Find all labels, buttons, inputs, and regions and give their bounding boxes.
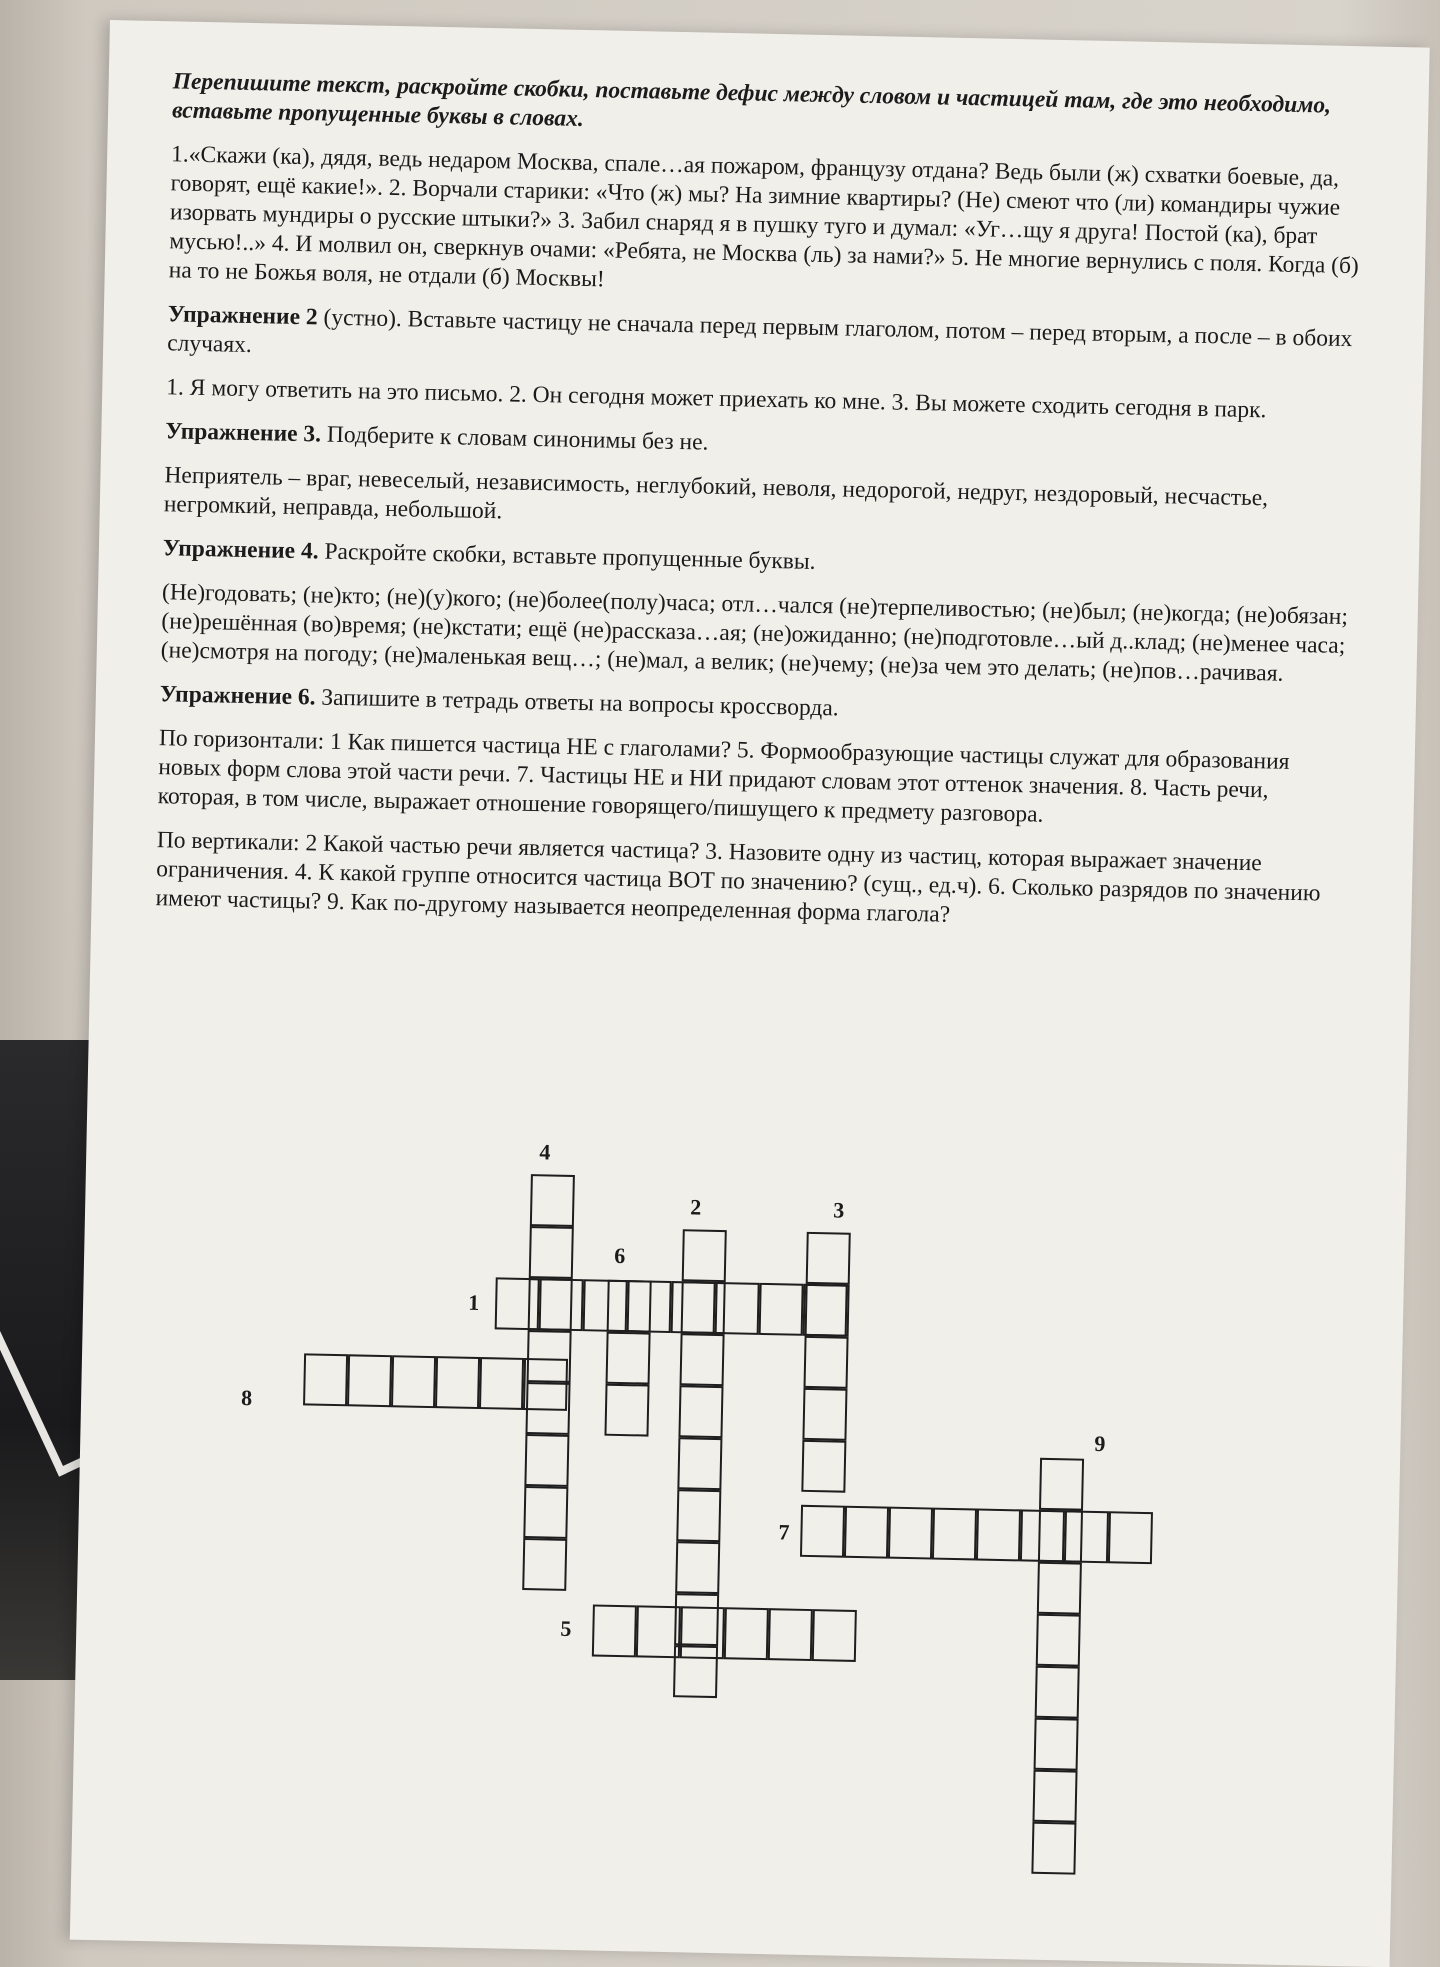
clue-number-6: 6 xyxy=(613,1242,626,1269)
exercise-6-instruction: Запишите в тетрадь ответы на вопросы кроссворда. xyxy=(315,684,839,722)
exercise-1-text: 1.«Скажи (ка), дядя, ведь недаром Москва, спале…ая пожаром, французу отдана? Ведь были (ж) схватки боевые, да, говорят, ещё какие!». 2. Ворчали старики: «Что (ж) мы? На зимние квартиры? (Не) смеют что (ли) командиры чужие изорвать мундиры о русские штыки?» 3. Забил снаряд я в пушку туго и думал: «Уг…щу я друга! Постой (ка), брат мусью!..» 4. И молвил он, сверкнув очами: «Ребята, не Москва (ль) за нами?» 5. Не многие вернулись с поля. Когда (б) на то не Божья воля, не отдали (б) Москвы! xyxy=(168,141,1360,293)
exercise-4-instruction: Раскройте скобки, вставьте пропущенные буквы. xyxy=(318,538,816,575)
word-6-cell[interactable] xyxy=(604,1384,649,1437)
word-8-cell[interactable] xyxy=(303,1353,348,1406)
word-4-cell[interactable] xyxy=(530,1174,575,1227)
word-5-cell[interactable] xyxy=(592,1604,637,1657)
word-3-cell[interactable] xyxy=(806,1232,851,1285)
word-7-cell[interactable] xyxy=(1108,1511,1153,1564)
word-3-cell[interactable] xyxy=(804,1336,849,1389)
exercise-2-title: Упражнение 2 xyxy=(167,301,318,331)
word-2-cell[interactable] xyxy=(676,1489,721,1542)
exercise-4-title: Упражнение 4. xyxy=(162,535,319,565)
clue-number-8: 8 xyxy=(240,1385,253,1411)
crossword-horizontal-clues: По горизонтали: 1 Как пишется частица НЕ с глаголами? 5. Формообразующие частицы служат для образования новых форм слова этой части речи. 7. Частицы НЕ и НИ придают словам этот оттенок значения. 8. Часть речи, которая, в том числе, выражает отношение говорящего/пишущего к предмету разговора. xyxy=(157,725,1290,828)
word-7-cell[interactable] xyxy=(800,1505,845,1558)
word-8-cell[interactable] xyxy=(523,1358,568,1411)
word-2-cell[interactable] xyxy=(675,1541,720,1594)
crossword-grid xyxy=(70,20,1430,1967)
word-1-cell[interactable] xyxy=(759,1283,804,1336)
exercise-3-text: Неприятель – враг, невеселый, независимость, неглубокий, неволя, недорогой, недруг, нездоровый, несчастье, негромкий, неправда, небольшой. xyxy=(163,462,1269,525)
word-2-cell[interactable] xyxy=(678,1385,723,1438)
word-5-cell[interactable] xyxy=(812,1609,857,1662)
clue-number-1: 1 xyxy=(467,1289,480,1316)
word-3-cell[interactable] xyxy=(802,1388,847,1441)
exercise-2-text: 1. Я могу ответить на это письмо. 2. Он сегодня может приехать ко мне. 3. Вы можете сходить сегодня в парк. xyxy=(166,374,1267,424)
clue-number-4: 4 xyxy=(539,1139,551,1165)
word-7-cell[interactable] xyxy=(888,1507,933,1560)
word-8-cell[interactable] xyxy=(479,1357,524,1410)
word-1-cell[interactable] xyxy=(715,1282,760,1335)
exercise-4-text: (Не)годовать; (не)кто; (не)(у)кого; (не)более(полу)часа; отл…чался (не)терпеливостью; (не)был; (не)когда; (не)обязан; (не)решённая (во)время; (не)кстати; ещё (не)рассказа…ая; (не)ожиданно; (не)подготовле…ый д..клад; (не)менее часа; (не)смотря на погоду; (не)маленькая вещ…; (не)мал, а велик; (не)чему; (не)за чем это делать; (не)пов…рачивая. xyxy=(160,579,1349,687)
word-9-cell[interactable] xyxy=(1031,1822,1076,1875)
word-3-cell[interactable] xyxy=(801,1440,846,1493)
word-4-cell[interactable] xyxy=(524,1434,569,1487)
word-7-cell[interactable] xyxy=(1064,1510,1109,1563)
worksheet-page xyxy=(70,20,1430,1967)
clue-number-2: 2 xyxy=(690,1194,702,1220)
word-1-cell[interactable] xyxy=(495,1277,540,1330)
word-4-cell[interactable] xyxy=(523,1486,568,1539)
task-instruction: Перепишите текст, раскройте скобки, поставьте дефис между словом и частицей там, где это необходимо, вставьте пропущенные буквы в словах. xyxy=(171,68,1332,132)
exercise-3-title: Упражнение 3. xyxy=(165,418,322,448)
word-4-cell[interactable] xyxy=(522,1538,567,1591)
word-5-cell[interactable] xyxy=(680,1606,725,1659)
word-5-cell[interactable] xyxy=(724,1607,769,1660)
word-7-cell[interactable] xyxy=(932,1508,977,1561)
word-4-cell[interactable] xyxy=(529,1226,574,1279)
clue-number-3: 3 xyxy=(832,1197,845,1223)
word-1-cell[interactable] xyxy=(803,1284,848,1337)
word-2-cell[interactable] xyxy=(682,1229,727,1282)
word-8-cell[interactable] xyxy=(347,1354,392,1407)
word-9-cell[interactable] xyxy=(1039,1458,1084,1511)
clue-number-5: 5 xyxy=(560,1615,572,1642)
word-8-cell[interactable] xyxy=(391,1355,436,1408)
exercise-2-instruction: (устно). Вставьте частицу не сначала перед первым глаголом, потом – перед вторым, а после – в обоих случаях. xyxy=(166,304,1353,359)
word-2-cell[interactable] xyxy=(677,1437,722,1490)
word-7-cell[interactable] xyxy=(976,1508,1021,1561)
word-1-cell[interactable] xyxy=(583,1279,628,1332)
word-9-cell[interactable] xyxy=(1034,1718,1079,1771)
word-7-cell[interactable] xyxy=(1020,1509,1065,1562)
exercise-6-title: Упражнение 6. xyxy=(159,681,316,711)
exercise-3-instruction: Подберите к словам синонимы без не. xyxy=(320,421,709,456)
word-1-cell[interactable] xyxy=(539,1278,584,1331)
clue-number-7: 7 xyxy=(778,1519,790,1545)
word-7-cell[interactable] xyxy=(844,1506,889,1559)
word-8-cell[interactable] xyxy=(435,1356,480,1409)
word-1-cell[interactable] xyxy=(671,1281,716,1334)
clue-number-9: 9 xyxy=(1094,1430,1106,1457)
word-5-cell[interactable] xyxy=(768,1608,813,1661)
word-1-cell[interactable] xyxy=(627,1280,672,1333)
word-2-cell[interactable] xyxy=(680,1333,725,1386)
word-9-cell[interactable] xyxy=(1036,1614,1081,1667)
crossword-vertical-clues: По вертикали: 2 Какой частью речи является частица? 3. Назовите одну из частиц, которая выражает значение ограничения. 4. К какой группе относится частица ВОТ по значению? (сущ., ед.ч). 6. Сколько разрядов по значению имеют частицы? 9. Как по-другому называется неопределенная форма глагола? xyxy=(155,827,1321,928)
word-9-cell[interactable] xyxy=(1037,1562,1082,1615)
word-9-cell[interactable] xyxy=(1035,1666,1080,1719)
word-9-cell[interactable] xyxy=(1032,1770,1077,1823)
word-5-cell[interactable] xyxy=(636,1605,681,1658)
word-6-cell[interactable] xyxy=(606,1332,651,1385)
